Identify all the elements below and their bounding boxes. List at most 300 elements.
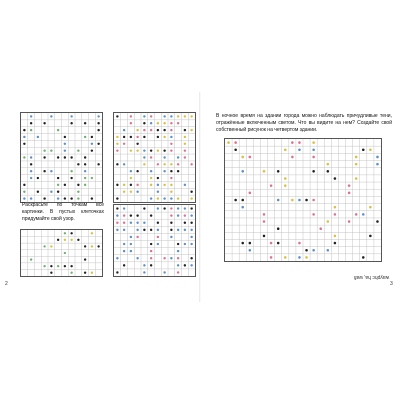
grid-dot: [334, 235, 337, 238]
grid-dot: [130, 115, 132, 117]
dot-grid-building: [20, 229, 103, 277]
grid-dot: [298, 242, 301, 245]
left-page-number: 2: [5, 281, 8, 287]
grid-dot: [143, 122, 145, 124]
grid-dot: [177, 257, 179, 259]
grid-dot: [355, 156, 358, 159]
grid-dot: [376, 156, 379, 159]
grid-lines: [21, 230, 102, 276]
grid-lines: [114, 205, 195, 276]
grid-dot: [348, 220, 351, 223]
grid-dot: [327, 220, 330, 223]
grid-dot: [163, 136, 165, 138]
grid-dot: [234, 141, 237, 144]
grid-dot: [23, 191, 25, 193]
grid-dot: [136, 149, 138, 151]
grid-dot: [312, 156, 315, 159]
grid-dot: [57, 197, 59, 199]
grid-dot: [136, 136, 138, 138]
grid-dot: [64, 265, 66, 267]
grid-dot: [334, 177, 337, 180]
grid-dot: [123, 163, 125, 165]
grid-dot: [184, 207, 186, 209]
grid-dot: [291, 156, 294, 159]
dot-grid-pattern: [113, 204, 196, 277]
grid-dot: [91, 272, 93, 274]
grid-dot: [157, 149, 159, 151]
grid-dot: [369, 148, 372, 151]
grid-dot: [312, 141, 315, 144]
grid-dot: [241, 170, 244, 173]
grid-dot: [277, 170, 280, 173]
grid-dot: [30, 170, 32, 172]
grid-dot: [170, 257, 172, 259]
grid-dot: [150, 170, 152, 172]
grid-dot: [170, 191, 172, 193]
grid-dot: [241, 199, 244, 202]
grid-dot: [136, 229, 138, 231]
grid-dot: [77, 239, 79, 241]
grid-dot: [123, 129, 125, 131]
grid-dot: [123, 250, 125, 252]
grid-dot: [327, 163, 330, 166]
grid-dot: [177, 250, 179, 252]
grid-dot: [64, 149, 66, 151]
grid-dot: [263, 170, 266, 173]
grid-dot: [170, 177, 172, 179]
grid-dot: [70, 122, 72, 124]
grid-dot: [157, 129, 159, 131]
grid-dot: [70, 265, 72, 267]
grid-dot: [277, 199, 280, 202]
grid-dot: [136, 143, 138, 145]
grid-dot: [241, 156, 244, 159]
grid-dot: [70, 239, 72, 241]
grid-dot: [116, 149, 118, 151]
grid-dot: [43, 170, 45, 172]
grid-dot: [30, 129, 32, 131]
grid-dot: [277, 242, 280, 245]
grid-dot: [157, 184, 159, 186]
grid-dot: [143, 271, 145, 273]
grid-dot: [177, 197, 179, 199]
grid-dot: [170, 136, 172, 138]
grid-lines: [114, 113, 195, 202]
grid-dot: [190, 207, 192, 209]
grid-dot: [97, 115, 99, 117]
grid-dot: [84, 272, 86, 274]
grid-dot: [190, 214, 192, 216]
grid-dot: [84, 122, 86, 124]
grid-dot: [30, 122, 32, 124]
grid-dot: [249, 242, 252, 245]
grid-dot: [190, 191, 192, 193]
grid-dot: [77, 163, 79, 165]
grid-dot: [91, 232, 93, 234]
grid-lines: [21, 113, 102, 202]
grid-dot: [123, 143, 125, 145]
grid-dot: [150, 156, 152, 158]
grid-dot: [143, 136, 145, 138]
grid-dot: [157, 163, 159, 165]
grid-dot: [305, 249, 308, 252]
grid-dot: [123, 243, 125, 245]
grid-dot: [116, 229, 118, 231]
grid-dot: [30, 115, 32, 117]
grid-dot: [163, 197, 165, 199]
grid-dot: [298, 148, 301, 151]
grid-dot: [143, 149, 145, 151]
grid-dot: [163, 156, 165, 158]
grid-dot: [227, 141, 230, 144]
grid-dot: [190, 236, 192, 238]
grid-dot: [123, 229, 125, 231]
grid-dot: [116, 222, 118, 224]
grid-dot: [77, 191, 79, 193]
grid-dot: [263, 235, 266, 238]
grid-dot: [157, 243, 159, 245]
grid-dot: [190, 229, 192, 231]
grid-dot: [170, 143, 172, 145]
grid-dot: [298, 141, 301, 144]
grid-dot: [84, 177, 86, 179]
grid-dot: [170, 149, 172, 151]
grid-dot: [84, 136, 86, 138]
grid-dot: [116, 207, 118, 209]
grid-dot: [70, 177, 72, 179]
grid-dot: [77, 184, 79, 186]
grid-dot: [376, 163, 379, 166]
grid-dot: [327, 170, 330, 173]
grid-dot: [91, 136, 93, 138]
grid-dot: [150, 115, 152, 117]
grid-dot: [150, 257, 152, 259]
grid-dot: [184, 149, 186, 151]
grid-dot: [64, 239, 66, 241]
grid-dot: [116, 197, 118, 199]
grid-dot: [291, 199, 294, 202]
grid-dot: [64, 143, 66, 145]
grid-dot: [97, 163, 99, 165]
grid-dot: [130, 149, 132, 151]
grid-dot: [234, 199, 237, 202]
grid-dot: [163, 257, 165, 259]
grid-dot: [190, 257, 192, 259]
grid-dot: [190, 115, 192, 117]
grid-dot: [163, 170, 165, 172]
grid-dot: [305, 199, 308, 202]
grid-dot: [116, 115, 118, 117]
grid-dot: [50, 245, 52, 247]
grid-dot: [298, 256, 301, 259]
grid-dot: [170, 222, 172, 224]
grid-dot: [130, 177, 132, 179]
grid-dot: [177, 243, 179, 245]
grid-dot: [70, 197, 72, 199]
grid-dot: [84, 258, 86, 260]
grid-dot: [130, 214, 132, 216]
grid-dot: [37, 177, 39, 179]
grid-dot: [305, 256, 308, 259]
grid-dot: [150, 184, 152, 186]
grid-dot: [23, 156, 25, 158]
grid-dot: [177, 122, 179, 124]
grid-dot: [157, 136, 159, 138]
grid-dot: [150, 149, 152, 151]
grid-dot: [23, 197, 25, 199]
grid-dot: [84, 163, 86, 165]
grid-dot: [123, 191, 125, 193]
grid-dot: [143, 156, 145, 158]
left-instruction: Раскрасьте по точкам все картинки. В пустых клеточках придумайте свой узор.: [22, 202, 104, 222]
grid-dot: [84, 184, 86, 186]
dot-grid-house: [20, 112, 103, 203]
grid-dot: [84, 245, 86, 247]
grid-dot: [57, 184, 59, 186]
grid-dot: [177, 115, 179, 117]
grid-dot: [136, 129, 138, 131]
grid-dot: [84, 170, 86, 172]
grid-dot: [312, 199, 315, 202]
grid-dot: [241, 206, 244, 209]
grid-dot: [150, 243, 152, 245]
grid-dot: [157, 197, 159, 199]
grid-dot: [284, 256, 287, 259]
grid-dot: [177, 214, 179, 216]
grid-dot: [170, 207, 172, 209]
right-page: [204, 95, 396, 300]
grid-dot: [177, 264, 179, 266]
grid-dot: [284, 177, 287, 180]
grid-dot: [130, 122, 132, 124]
grid-dot: [284, 148, 287, 151]
grid-dot: [64, 232, 66, 234]
grid-dot: [184, 115, 186, 117]
grid-dot: [157, 229, 159, 231]
grid-dot: [184, 243, 186, 245]
grid-dot: [64, 156, 66, 158]
grid-dot: [249, 192, 252, 195]
grid-dot: [334, 206, 337, 209]
grid-dot: [157, 177, 159, 179]
grid-dot: [319, 227, 322, 230]
grid-dot: [184, 156, 186, 158]
grid-dot: [43, 156, 45, 158]
grid-dot: [298, 199, 301, 202]
grid-dot: [57, 191, 59, 193]
grid-dot: [327, 249, 330, 252]
grid-lines: [225, 139, 381, 261]
grid-dot: [23, 143, 25, 145]
grid-dot: [70, 272, 72, 274]
grid-dot: [84, 156, 86, 158]
grid-dot: [130, 243, 132, 245]
grid-dot: [190, 197, 192, 199]
grid-dot: [143, 207, 145, 209]
grid-dot: [136, 191, 138, 193]
grid-dot: [136, 236, 138, 238]
grid-dot: [30, 177, 32, 179]
grid-dot: [190, 163, 192, 165]
grid-dot: [362, 213, 365, 216]
grid-dot: [163, 207, 165, 209]
grid-dot: [91, 143, 93, 145]
grid-dot: [163, 122, 165, 124]
grid-dot: [177, 229, 179, 231]
grid-dot: [184, 222, 186, 224]
grid-dot: [177, 163, 179, 165]
grid-dot: [334, 242, 337, 245]
grid-dot: [184, 136, 186, 138]
grid-dot: [123, 136, 125, 138]
grid-dot: [249, 249, 252, 252]
grid-dot: [170, 214, 172, 216]
grid-dot: [177, 207, 179, 209]
grid-dot: [57, 156, 59, 158]
grid-dot: [50, 272, 52, 274]
grid-dot: [143, 222, 145, 224]
grid-dot: [77, 197, 79, 199]
grid-dot: [163, 271, 165, 273]
grid-dot: [116, 257, 118, 259]
grid-dot: [123, 264, 125, 266]
grid-dot: [234, 148, 237, 151]
grid-dot: [91, 245, 93, 247]
grid-dot: [64, 197, 66, 199]
grid-dot: [270, 242, 273, 245]
grid-dot: [91, 149, 93, 151]
grid-dot: [170, 122, 172, 124]
grid-dot: [136, 170, 138, 172]
grid-dot: [50, 149, 52, 151]
grid-dot: [184, 229, 186, 231]
dot-grid-night-building: [224, 138, 382, 262]
grid-dot: [291, 141, 294, 144]
grid-dot: [312, 249, 315, 252]
right-instruction: В ночное время на здании города можно наблюдать причудливые тени, отражённые включенным светом. Что вы видите на нем? Создайте свой собственный рисунок на четвертом здании.: [216, 113, 392, 133]
grid-dot: [116, 136, 118, 138]
grid-dot: [170, 236, 172, 238]
grid-dot: [43, 122, 45, 124]
grid-dot: [277, 227, 280, 230]
grid-dot: [57, 265, 59, 267]
grid-dot: [170, 163, 172, 165]
grid-dot: [334, 213, 337, 216]
grid-dot: [157, 122, 159, 124]
grid-dot: [362, 256, 365, 259]
grid-dot: [362, 148, 365, 151]
grid-dot: [70, 156, 72, 158]
grid-dot: [170, 184, 172, 186]
left-page: [4, 95, 200, 300]
grid-dot: [50, 115, 52, 117]
grid-dot: [157, 222, 159, 224]
grid-dot: [136, 257, 138, 259]
grid-dot: [150, 264, 152, 266]
grid-dot: [123, 214, 125, 216]
grid-dot: [241, 242, 244, 245]
grid-dot: [170, 229, 172, 231]
grid-dot: [64, 252, 66, 254]
grid-dot: [157, 191, 159, 193]
grid-dot: [116, 184, 118, 186]
grid-dot: [163, 129, 165, 131]
grid-dot: [130, 236, 132, 238]
grid-dot: [130, 222, 132, 224]
grid-dot: [170, 197, 172, 199]
grid-dot: [130, 136, 132, 138]
grid-dot: [37, 136, 39, 138]
grid-dot: [123, 184, 125, 186]
grid-dot: [97, 245, 99, 247]
grid-dot: [97, 129, 99, 131]
grid-dot: [57, 129, 59, 131]
grid-dot: [30, 163, 32, 165]
grid-dot: [263, 220, 266, 223]
grid-dot: [57, 177, 59, 179]
grid-dot: [150, 214, 152, 216]
grid-dot: [355, 213, 358, 216]
grid-dot: [37, 191, 39, 193]
grid-dot: [50, 170, 52, 172]
grid-dot: [143, 115, 145, 117]
grid-dot: [150, 122, 152, 124]
grid-dot: [143, 264, 145, 266]
grid-dot: [170, 170, 172, 172]
grid-dot: [312, 170, 315, 173]
grid-dot: [263, 213, 266, 216]
dot-grid-car: [113, 112, 196, 203]
publisher-credit: ᴉɟɐʍ ʻɐɥ ɔɥdʎɐʍ: [354, 275, 390, 281]
grid-dot: [57, 239, 59, 241]
grid-dot: [70, 115, 72, 117]
grid-dot: [150, 229, 152, 231]
grid-dot: [190, 222, 192, 224]
grid-dot: [184, 129, 186, 131]
grid-dot: [150, 129, 152, 131]
grid-dot: [163, 184, 165, 186]
grid-dot: [123, 222, 125, 224]
grid-dot: [157, 207, 159, 209]
grid-dot: [77, 149, 79, 151]
grid-dot: [157, 236, 159, 238]
grid-dot: [376, 220, 379, 223]
grid-dot: [97, 122, 99, 124]
grid-dot: [184, 143, 186, 145]
grid-dot: [64, 136, 66, 138]
grid-dot: [170, 129, 172, 131]
grid-dot: [143, 163, 145, 165]
grid-dot: [163, 149, 165, 151]
grid-dot: [43, 197, 45, 199]
grid-dot: [177, 170, 179, 172]
grid-dot: [23, 129, 25, 131]
grid-dot: [23, 184, 25, 186]
grid-dot: [150, 197, 152, 199]
grid-dot: [136, 222, 138, 224]
grid-dot: [284, 184, 287, 187]
grid-dot: [170, 115, 172, 117]
grid-dot: [184, 214, 186, 216]
grid-dot: [30, 156, 32, 158]
grid-dot: [163, 163, 165, 165]
grid-dot: [184, 184, 186, 186]
grid-dot: [123, 207, 125, 209]
grid-dot: [30, 197, 32, 199]
grid-dot: [143, 229, 145, 231]
book-gutter: [199, 92, 201, 302]
grid-dot: [50, 265, 52, 267]
